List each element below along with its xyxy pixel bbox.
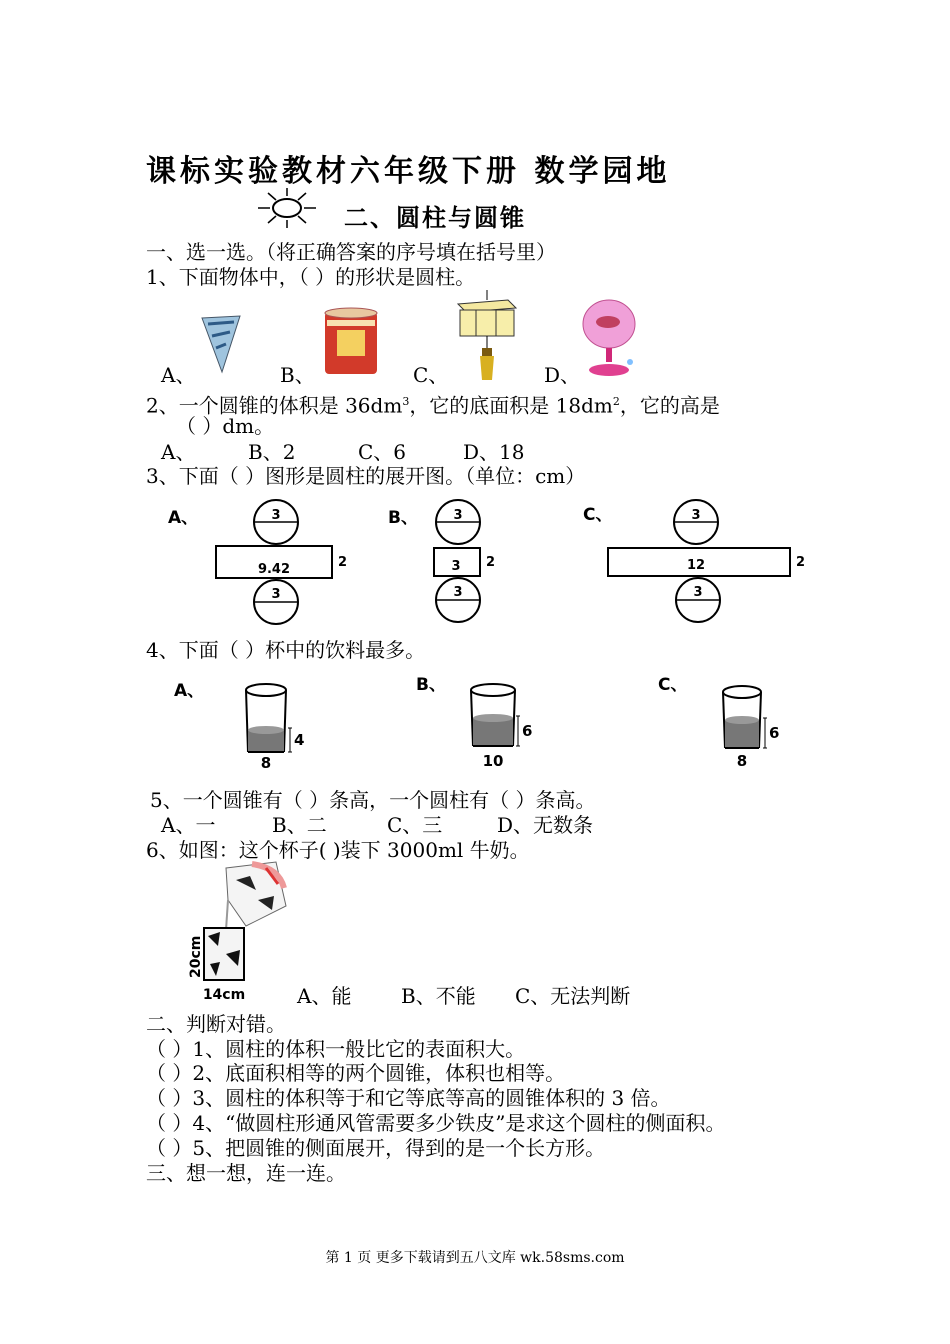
q1-option-c: C、: [413, 363, 449, 387]
judge-item-5: （ ）5、把圆锥的侧面展开，得到的是一个长方形。: [146, 1136, 606, 1160]
chapter-subtitle: 二、圆柱与圆锥: [344, 204, 526, 232]
cup-b-width-label: 10: [482, 752, 504, 770]
q2-option-b: B、2: [248, 440, 296, 464]
q3-net-b: [432, 500, 512, 656]
q2-text: 2、一个圆锥的体积是 $36dm^3$，它的底面积是 $18dm^2$，它的高是: [146, 393, 720, 418]
q4-cup-c: [720, 684, 790, 774]
q3-fig-a-label: A、: [168, 508, 199, 528]
q6-width-label: 14cm: [202, 987, 246, 1003]
q6-milk-pour-image: [186, 860, 290, 1002]
q2-blank: （ ）dm。: [176, 414, 275, 438]
q2-option-c: C、6: [358, 440, 407, 464]
cup-a-height-label: 4: [294, 731, 305, 749]
q6-option-c: C、无法判断: [515, 984, 631, 1008]
net-b-side-label: 2: [486, 555, 496, 570]
q4-cup-b-label: B、: [416, 675, 446, 695]
net-a-side-label: 2: [338, 555, 348, 570]
judge-item-4: （ ）4、“做圆柱形通风管需要多少铁皮”是求这个圆柱的侧面积。: [146, 1111, 726, 1135]
q3-fig-b-label: B、: [388, 508, 418, 528]
q6-text: 6、如图：这个杯子( )装下 3000ml 牛奶。: [146, 838, 530, 862]
q5-option-b: B、二: [272, 813, 327, 837]
section1-heading: 一、选一选。（将正确答案的序号填在括号里）: [146, 240, 556, 264]
q5-option-a: A、一: [161, 813, 216, 837]
q4-text: 4、下面（ ）杯中的饮料最多。: [146, 638, 426, 662]
cup-a-width-label: 8: [260, 754, 272, 772]
net-c-rect-label: 12: [686, 558, 706, 573]
q4-cup-a-label: A、: [174, 681, 205, 701]
net-a-rect-label: 9.42: [257, 562, 291, 577]
net-b-rect-label: 3: [451, 559, 461, 574]
net-c-bottom-label: 3: [693, 585, 703, 600]
q1-option-b: B、: [280, 363, 315, 387]
net-a-top-label: 3: [271, 508, 281, 523]
sun-icon: [258, 188, 316, 228]
cup-b-height-label: 6: [522, 722, 533, 740]
cup-c-height-label: 6: [769, 724, 780, 742]
q2-option-d: D、18: [463, 440, 525, 464]
q4-cup-b: [468, 682, 540, 772]
q5-option-d: D、无数条: [497, 813, 594, 837]
judge-item-1: （ ）1、圆柱的体积一般比它的表面积大。: [146, 1037, 526, 1061]
q4-cup-a: [242, 682, 312, 772]
q6-option-a: A、能: [297, 984, 352, 1008]
q6-option-b: B、不能: [401, 984, 476, 1008]
q3-fig-c-label: C、: [583, 505, 613, 525]
judge-item-2: （ ）2、底面积相等的两个圆锥，体积也相等。: [146, 1061, 566, 1085]
lamp-object-image: [578, 298, 640, 380]
section2-heading: 二、判断对错。: [146, 1012, 286, 1036]
cup-c-width-label: 8: [736, 752, 748, 770]
page-footer: 第 1 页 更多下载请到五八文库 wk.58sms.com: [325, 1250, 625, 1266]
q3-net-a: [214, 500, 354, 656]
net-a-bottom-label: 3: [271, 587, 281, 602]
net-c-side-label: 2: [796, 555, 806, 570]
net-b-bottom-label: 3: [453, 585, 463, 600]
q6-height-label: 20cm: [188, 935, 204, 978]
q3-text: 3、下面（ ）图形是圆柱的展开图。（单位：cm）: [146, 464, 586, 488]
page-title: 课标实验教材六年级下册 数学园地: [146, 154, 671, 189]
q5-option-c: C、三: [387, 813, 443, 837]
q1-option-a: A、: [161, 363, 196, 387]
lantern-object-image: [452, 290, 522, 382]
can-object-image: [323, 306, 379, 378]
net-b-top-label: 3: [453, 508, 463, 523]
cone-object-image: [200, 314, 242, 374]
q3-net-c: [606, 500, 816, 656]
q1-option-d: D、: [544, 363, 581, 387]
section3-heading: 三、想一想，连一连。: [146, 1161, 346, 1185]
q5-text: 5、一个圆锥有（ ）条高，一个圆柱有（ ）条高。: [150, 788, 596, 812]
q4-cup-c-label: C、: [658, 675, 688, 695]
q2-option-a: A、: [161, 440, 196, 464]
judge-item-3: （ ）3、圆柱的体积等于和它等底等高的圆锥体积的 3 倍。: [146, 1086, 671, 1110]
q1-text: 1、下面物体中，（ ）的形状是圆柱。: [146, 265, 476, 289]
net-c-top-label: 3: [691, 508, 701, 523]
